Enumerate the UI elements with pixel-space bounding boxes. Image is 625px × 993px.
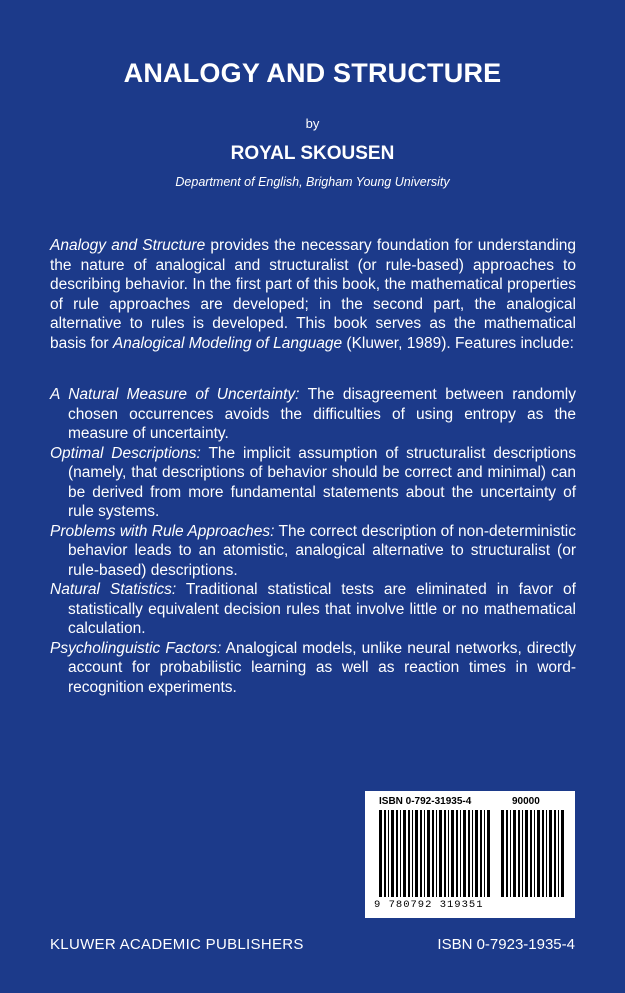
intro-paragraph [50, 236, 576, 353]
intro-text-2: (Kluwer, 1989). Features include: [342, 334, 574, 352]
publisher-name: KLUWER ACADEMIC PUBLISHERS [50, 936, 304, 953]
feature-text: Analogical models, unlike neural networks, directly account for probabilistic learning as well as reaction times in word-recognition experiments. [68, 639, 576, 696]
barcode-bar [456, 810, 458, 897]
barcode-bar [549, 810, 552, 897]
barcode-bar [391, 810, 394, 897]
barcode-bar [427, 810, 430, 897]
feature-item [50, 639, 576, 698]
barcode-bar [379, 810, 382, 897]
feature-heading: Optimal Descriptions: [50, 444, 201, 462]
feature-heading: Problems with Rule Approaches: [50, 522, 275, 540]
barcode-bar [561, 810, 564, 897]
barcode-bar [432, 810, 434, 897]
feature-item [50, 580, 576, 639]
feature-text: The disagreement between randomly chosen occurrences avoids the difficulties of using entropy as the measure of uncertainty. [68, 386, 576, 442]
author-name: ROYAL SKOUSEN [230, 143, 395, 164]
barcode-bar [513, 810, 516, 897]
intro-title-italic: Analogy and Structure [50, 237, 206, 254]
barcode-bar [468, 810, 470, 897]
barcode-bar [537, 810, 540, 897]
feature-item [50, 522, 576, 581]
barcode-bar [408, 810, 410, 897]
barcode-bar [424, 810, 425, 897]
barcode-bar [510, 810, 511, 897]
intro-text-1: provides the necessary foundation for understanding the nature of analogical and structuralist (or rule-based) approaches to describing behavior. In the first part of this book, the mathematical properties of rule approaches are developed; in the second part, the analogical alternative to rules is developed. This book serves as the mathematical basis for [50, 237, 576, 352]
barcode-bar [412, 810, 413, 897]
barcode-bar [403, 810, 406, 897]
barcode-isbn-label: ISBN 0-792-31935-4 [379, 796, 472, 807]
feature-heading: Natural Statistics: [50, 581, 177, 598]
feature-text: The implicit assumption of structuralist descriptions (namely, that descriptions of behavior should be correct and minimal) can be derived from more fundamental statements about the uncertainty of rule systems. [68, 444, 576, 520]
barcode-bar [396, 810, 398, 897]
barcode-bar [506, 810, 508, 897]
barcode-digits: 9 780792 319351 [374, 899, 484, 911]
feature-heading: A Natural Measure of Uncertainty: [50, 386, 300, 403]
barcode-bar [444, 810, 446, 897]
barcode-bar [484, 810, 485, 897]
book-title: ANALOGY AND STRUCTURE [123, 58, 502, 88]
barcode-bar [554, 810, 556, 897]
isbn-footer: ISBN 0-7923-1935-4 [437, 936, 575, 953]
barcode-bar [439, 810, 442, 897]
barcode-bar [487, 810, 490, 897]
barcode-bar [501, 810, 504, 897]
barcode-price-code: 90000 [512, 796, 540, 807]
barcode-bar [475, 810, 478, 897]
barcode-bar [448, 810, 449, 897]
barcode-bar [460, 810, 461, 897]
barcode-bar [522, 810, 523, 897]
barcode-bar [415, 810, 418, 897]
feature-item [50, 444, 576, 522]
barcode-bar [525, 810, 528, 897]
feature-heading: Psycholinguistic Factors: [50, 639, 222, 657]
barcode-bar [546, 810, 547, 897]
barcode-bar [558, 810, 559, 897]
feature-item [50, 385, 576, 444]
author-affiliation: Department of English, Brigham Young University [175, 175, 450, 189]
barcode-bar [518, 810, 520, 897]
barcode-bar [472, 810, 473, 897]
barcode-bar [530, 810, 532, 897]
barcode-bar [451, 810, 454, 897]
by-line: by [305, 116, 320, 131]
barcode-bar [420, 810, 422, 897]
barcode-bar [534, 810, 535, 897]
barcode-bar [384, 810, 386, 897]
barcode-box [365, 791, 575, 918]
feature-text: The correct description of non-deterministic behavior leads to an atomistic, analogical alternative to structuralist (or rule-based) descriptions. [68, 522, 576, 579]
feature-text: Traditional statistical tests are eliminated in favor of statistically equivalent decision rules that involve little or no mathematical calculation. [68, 581, 576, 637]
intro-ref-italic: Analogical Modeling of Language [112, 334, 343, 352]
barcode-bar [436, 810, 437, 897]
barcode-bar [388, 810, 389, 897]
features-list [50, 385, 576, 697]
barcode-bar [463, 810, 466, 897]
barcode-bar [400, 810, 401, 897]
barcode-bar [542, 810, 544, 897]
barcode-bar [480, 810, 482, 897]
